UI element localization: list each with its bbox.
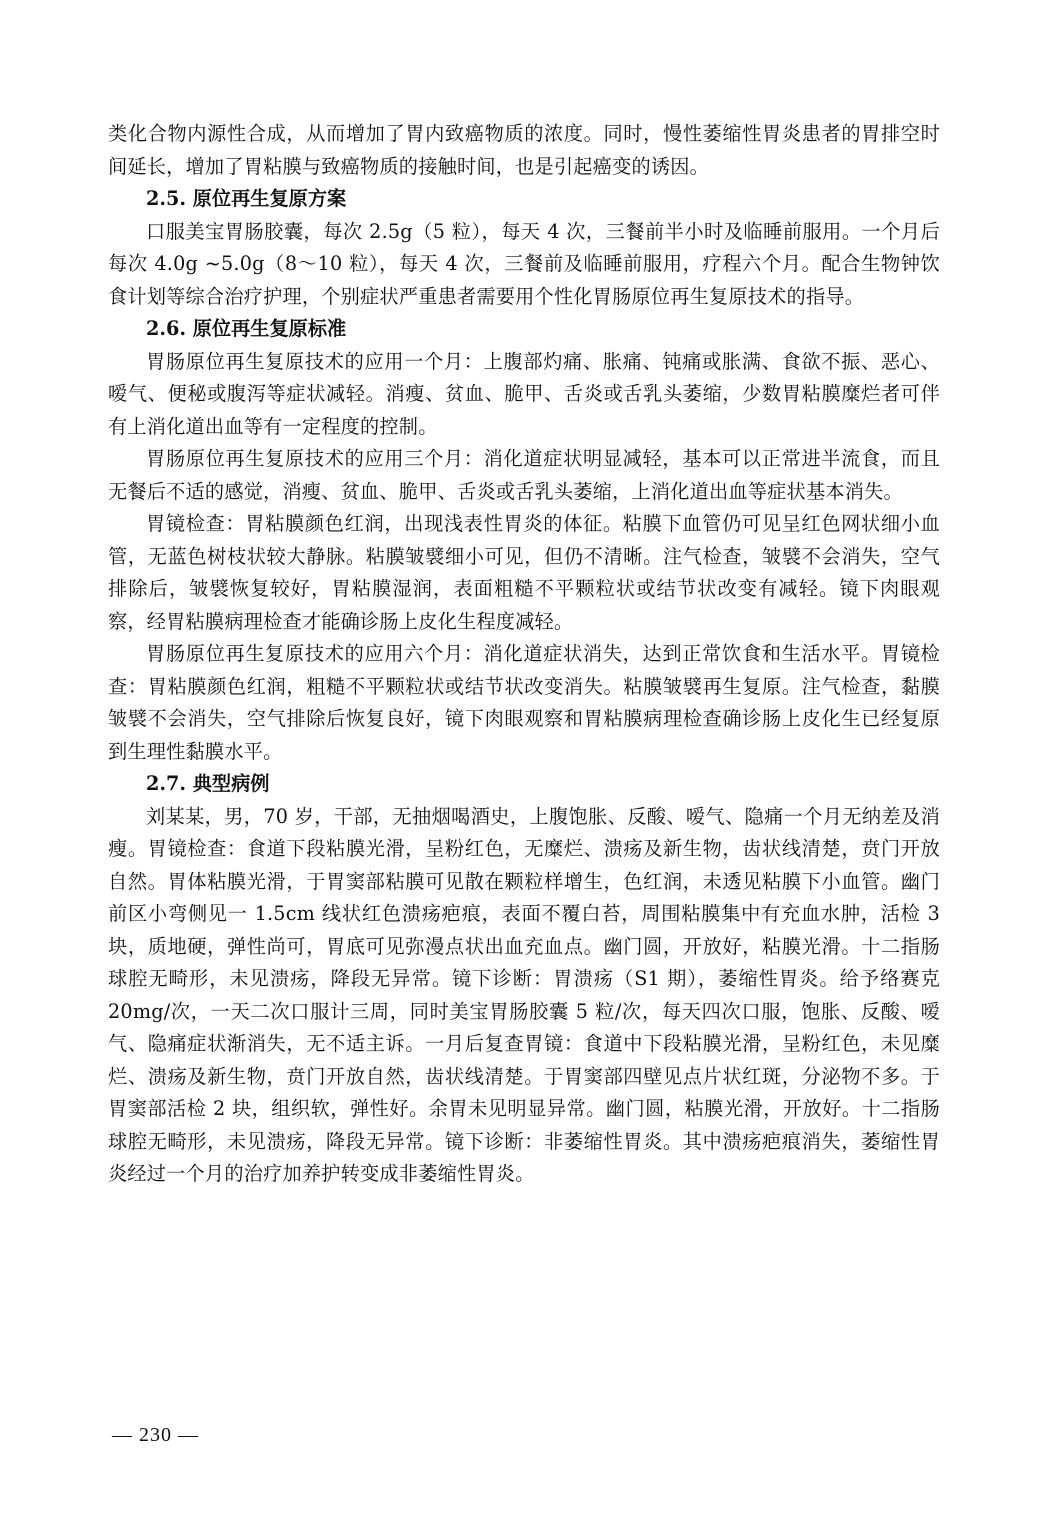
section-heading-2-7: 2.7. 典型病例 (146, 772, 270, 795)
paragraph-carryover: 类化合物内源性合成，从而增加了胃内致癌物质的浓度。同时，慢性萎缩性胃炎患者的胃排空时间延长，增加了胃粘膜与致癌物质的接触时间，也是引起癌变的诱因。 (108, 122, 940, 178)
section-heading-2-6: 2.6. 原位再生复原标准 (146, 317, 347, 340)
paragraph-three-months: 胃肠原位再生复原技术的应用三个月：消化道症状明显减轻，基本可以正常进半流食，而且无餐后不适的感觉，消瘦、贫血、脆甲、舌炎或舌乳头萎缩，上消化道出血等症状基本消失。 (108, 447, 940, 503)
page-body (108, 118, 940, 1191)
section-heading-2-5: 2.5. 原位再生复原方案 (146, 187, 347, 210)
paragraph-gastroscopy: 胃镜检查：胃粘膜颜色红润，出现浅表性胃炎的体征。粘膜下血管仍可见呈红色网状细小血管，无蓝色树枝状较大静脉。粘膜皱襞细小可见，但仍不清晰。注气检查，皱襞不会消失，空气排除后，皱襞恢复较好，胃粘膜湿润，表面粗糙不平颗粒状或结节状改变有减轻。镜下肉眼观察，经胃粘膜病理检查才能确诊肠上皮化生程度减轻。 (108, 512, 940, 633)
paragraph-one-month: 胃肠原位再生复原技术的应用一个月：上腹部灼痛、胀痛、钝痛或胀满、食欲不振、恶心、嗳气、便秘或腹泻等症状减轻。消瘦、贫血、脆甲、舌炎或舌乳头萎缩，少数胃粘膜糜烂者可伴有上消化道出血等有一定程度的控制。 (108, 349, 940, 438)
paragraph-plan: 口服美宝胃肠胶囊，每次 2.5g（5 粒），每天 4 次，三餐前半小时及临睡前服用。一个月后每次 4.0g ~5.0g（8～10 粒），每天 4 次，三餐前及临睡前服用，疗程六个月。配合生物钟饮食计划等综合治疗护理，个别症状严重患者需要用个性化胃肠原位再生复原技术的指导。 (108, 219, 940, 308)
page-number: — 230 — (112, 1424, 199, 1446)
paragraph-case: 刘某某，男，70 岁，干部，无抽烟喝酒史，上腹饱胀、反酸、嗳气、隐痛一个月无纳差及消瘦。胃镜检查：食道下段粘膜光滑，呈粉红色，无糜烂、溃疡及新生物，齿状线清楚，贲门开放自然。胃体粘膜光滑，于胃窦部粘膜可见散在颗粒样增生，色红润，未透见粘膜下小血管。幽门前区小弯侧见一 1.5cm 线状红色溃疡疤痕，表面不覆白苔，周围粘膜集中有充血水肿，活检 3 块，质地硬，弹性尚可，胃底可见弥漫点状出血充血点。幽门圆，开放好，粘膜光滑。十二指肠球腔无畸形，未见溃疡，降段无异常。镜下诊断：胃溃疡（S1 期），萎缩性胃炎。给予络赛克 20mg/次，一天二次口服计三周，同时美宝胃肠胶囊 5 粒/次，每天四次口服，饱胀、反酸、嗳气、隐痛症状渐消失，无不适主诉。一月后复查胃镜：食道中下段粘膜光滑，呈粉红色，未见糜烂、溃疡及新生物，贲门开放自然，齿状线清楚。于胃窦部四壁见点片状红斑，分泌物不多。于胃窦部活检 2 块，组织软，弹性好。余胃未见明显异常。幽门圆，粘膜光滑，开放好。十二指肠球腔无畸形，未见溃疡，降段无异常。镜下诊断：非萎缩性胃炎。其中溃疡疤痕消失，萎缩性胃炎经过一个月的治疗加养护转变成非萎缩性胃炎。 (108, 804, 940, 1185)
paragraph-six-months: 胃肠原位再生复原技术的应用六个月：消化道症状消失，达到正常饮食和生活水平。胃镜检查：胃粘膜颜色红润，粗糙不平颗粒状或结节状改变消失。粘膜皱襞再生复原。注气检查，黏膜皱襞不会消失，空气排除后恢复良好，镜下肉眼观察和胃粘膜病理检查确诊肠上皮化生已经复原到生理性黏膜水平。 (108, 642, 940, 763)
